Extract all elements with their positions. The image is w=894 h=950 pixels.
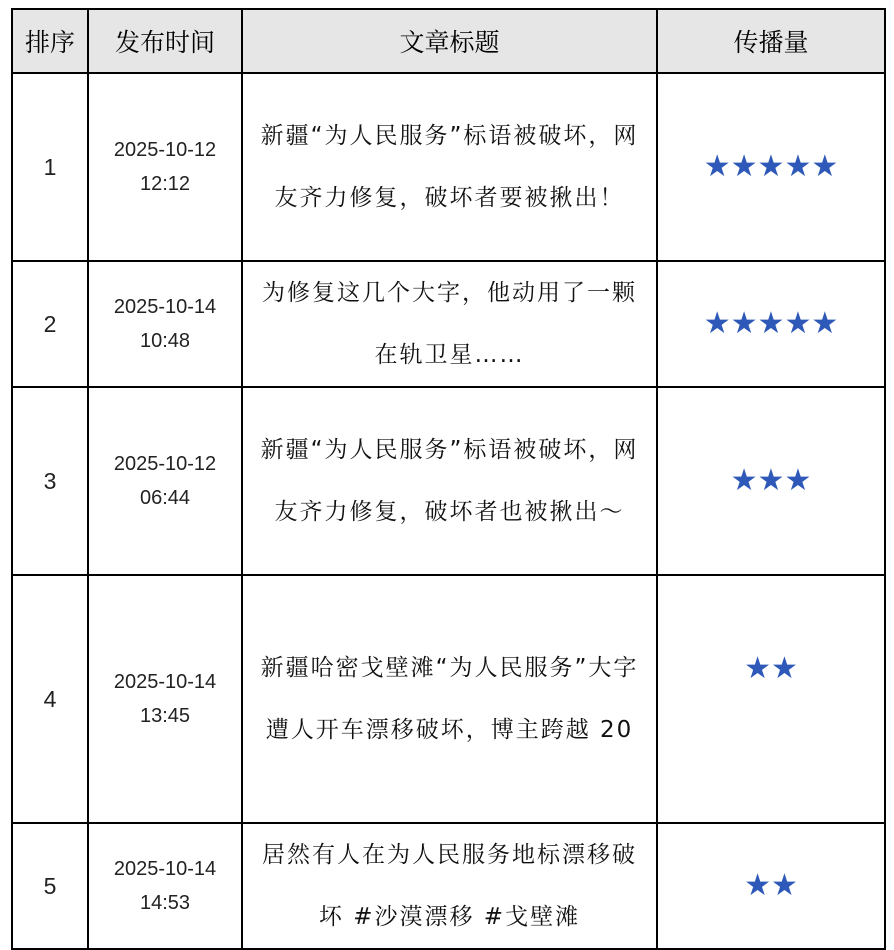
star-icon: ★ (811, 307, 839, 340)
reach-stars (657, 261, 885, 387)
star-icon: ★ (744, 869, 771, 902)
star-icon: ★ (730, 307, 758, 340)
title-cell: 居然有人在为人民服务地标漂移破坏 #沙漠漂移 #戈壁滩 (242, 823, 657, 949)
star-icon: ★ (744, 652, 771, 685)
title-cell: 新疆“为人民服务”标语被破坏，网友齐力修复，破坏者也被揪出～ (242, 387, 657, 575)
title-cell: 新疆“为人民服务”标语被破坏，网友齐力修复，破坏者要被揪出！ (242, 73, 657, 261)
ranking-table (11, 8, 886, 950)
header-title: 文章标题 (242, 9, 657, 73)
title-cell: 新疆哈密戈壁滩“为人民服务”大字遭人开车漂移破坏，博主跨越 20 (242, 575, 657, 823)
time-text: 13:45 (139, 705, 191, 727)
table-row (12, 575, 885, 823)
table-row (12, 73, 885, 261)
time-cell (88, 261, 242, 387)
star-icon: ★ (811, 150, 839, 183)
star-icon: ★ (784, 307, 812, 340)
star-icon: ★ (771, 652, 798, 685)
reach-stars (657, 575, 885, 823)
star-icon: ★ (784, 464, 812, 497)
date-text: 2025-10-14 (113, 671, 217, 693)
star-icon: ★ (771, 869, 798, 902)
reach-stars (657, 823, 885, 949)
time-cell (88, 73, 242, 261)
star-icon: ★ (757, 307, 785, 340)
star-icon: ★ (757, 150, 785, 183)
header-reach: 传播量 (657, 9, 885, 73)
header-row (12, 9, 885, 73)
table-row (12, 823, 885, 949)
rank-cell: 4 (12, 575, 88, 823)
star-icon: ★ (730, 150, 758, 183)
star-icon: ★ (730, 464, 758, 497)
time-cell (88, 387, 242, 575)
rank-cell: 3 (12, 387, 88, 575)
star-icon: ★ (703, 150, 731, 183)
time-text: 10:48 (139, 330, 191, 352)
rank-cell: 5 (12, 823, 88, 949)
reach-stars (657, 73, 885, 261)
table-row (12, 387, 885, 575)
time-text: 14:53 (139, 892, 191, 914)
rank-cell: 1 (12, 73, 88, 261)
header-rank: 排序 (12, 9, 88, 73)
time-cell (88, 575, 242, 823)
star-icon: ★ (784, 150, 812, 183)
table-row (12, 261, 885, 387)
rank-cell: 2 (12, 261, 88, 387)
date-text: 2025-10-14 (113, 858, 217, 880)
title-cell: 为修复这几个大字，他动用了一颗在轨卫星…… (242, 261, 657, 387)
time-text: 06:44 (139, 487, 191, 509)
date-text: 2025-10-12 (113, 139, 217, 161)
star-icon: ★ (703, 307, 731, 340)
star-icon: ★ (757, 464, 785, 497)
header-time: 发布时间 (88, 9, 242, 73)
date-text: 2025-10-12 (113, 453, 217, 475)
time-cell (88, 823, 242, 949)
time-text: 12:12 (139, 173, 191, 195)
date-text: 2025-10-14 (113, 296, 217, 318)
reach-stars (657, 387, 885, 575)
